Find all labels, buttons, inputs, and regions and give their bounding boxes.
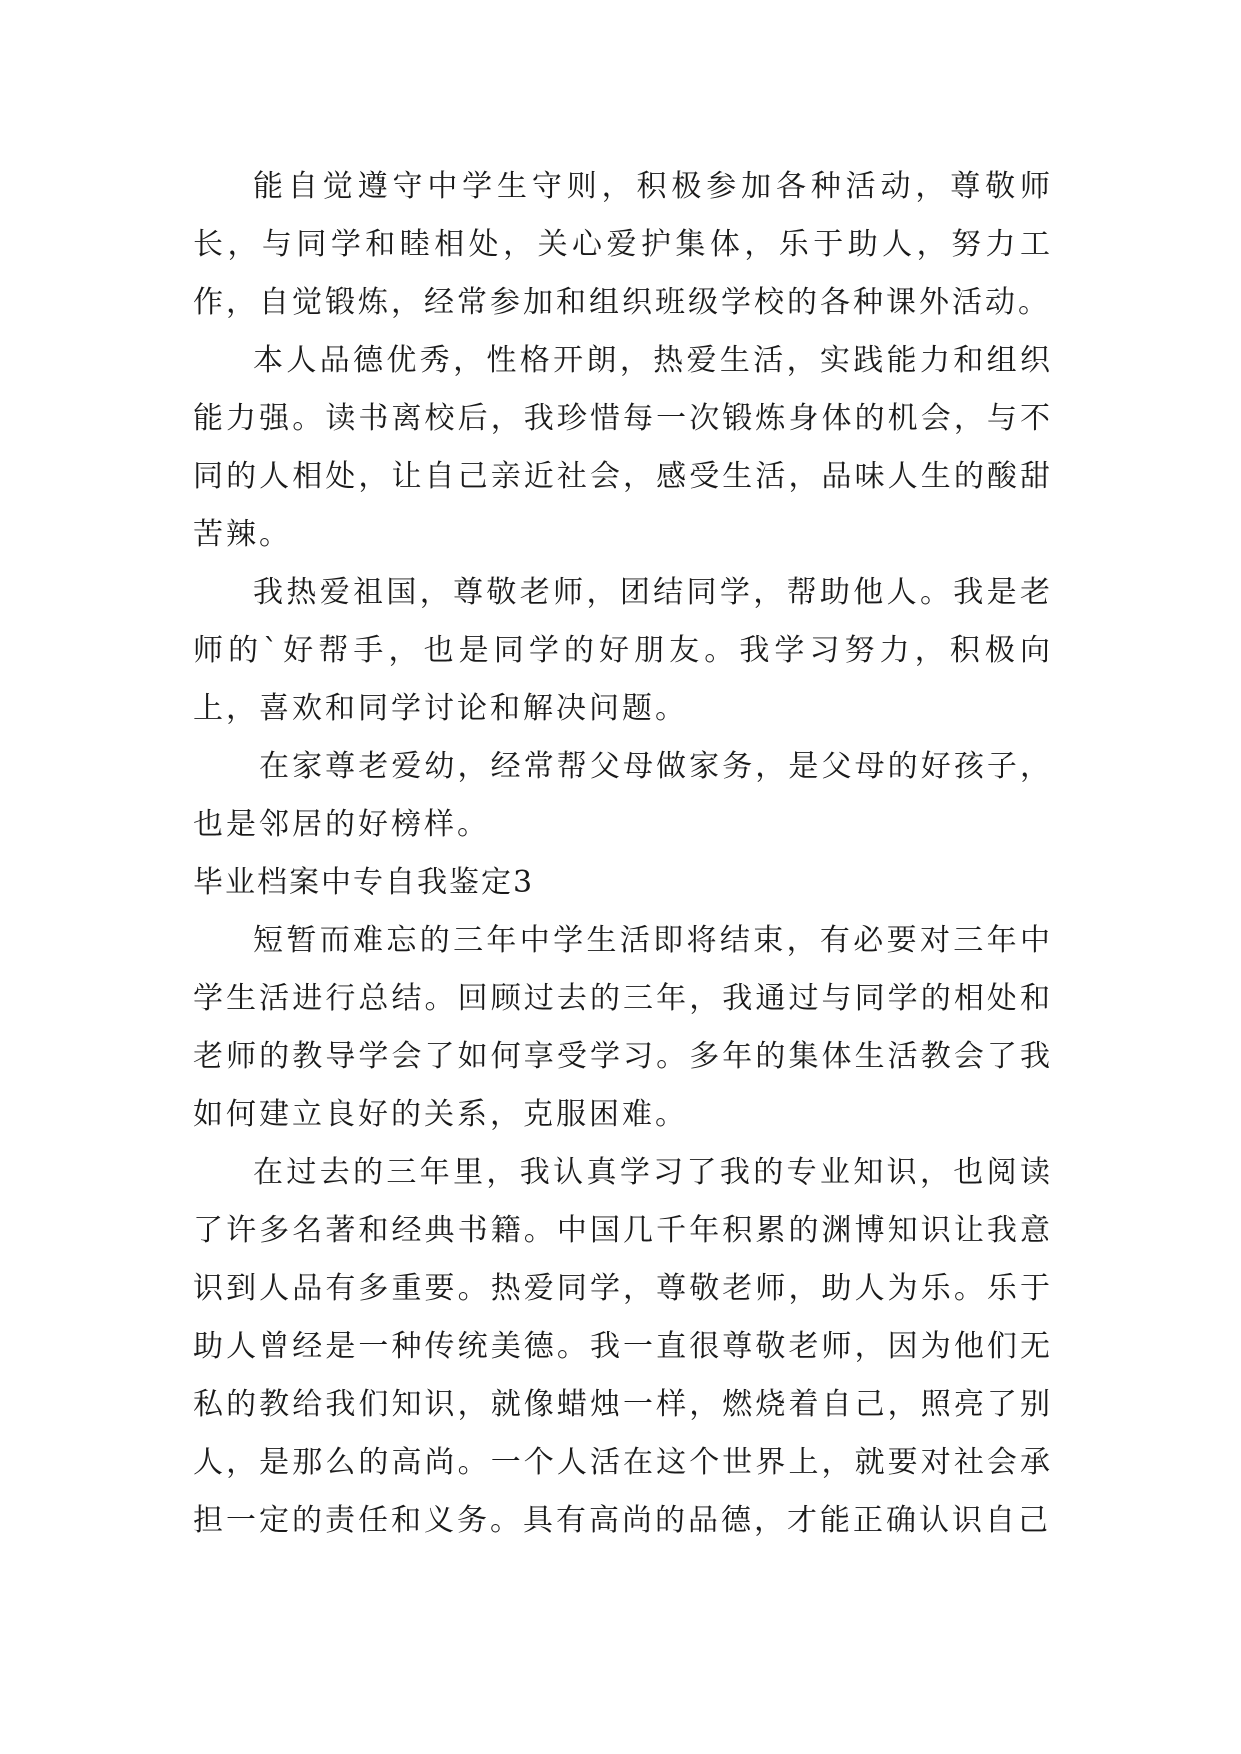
document-body	[193, 158, 1053, 1550]
section-title: 毕业档案中专自我鉴定3	[193, 865, 535, 900]
paragraph-1: 能自觉遵守中学生守则，积极参加各种活动，尊敬师长，与同学和睦相处，关心爱护集体，乐于助人，努力工作，自觉锻炼，经常参加和组织班级学校的各种课外活动。	[193, 169, 1053, 320]
paragraph-6: 在过去的三年里，我认真学习了我的专业知识，也阅读了许多名著和经典书籍。中国几千年积累的渊博知识让我意识到人品有多重要。热爱同学，尊敬老师，助人为乐。乐于助人曾经是一种传统美德。我一直很尊敬老师，因为他们无私的教给我们知识，就像蜡烛一样，燃烧着自己，照亮了别人，是那么的高尚。一个人活在这个世界上，就要对社会承担一定的责任和义务。具有高尚的品德，才能正确认识自己	[193, 1155, 1053, 1538]
paragraph-5: 短暂而难忘的三年中学生活即将结束，有必要对三年中学生活进行总结。回顾过去的三年，我通过与同学的相处和老师的教导学会了如何享受学习。多年的集体生活教会了我如何建立良好的关系，克服困难。	[193, 923, 1053, 1132]
paragraph-3: 我热爱祖国，尊敬老师，团结同学，帮助他人。我是老师的`好帮手，也是同学的好朋友。我学习努力，积极向上，喜欢和同学讨论和解决问题。	[193, 575, 1053, 726]
paragraph-2: 本人品德优秀，性格开朗，热爱生活，实践能力和组织能力强。读书离校后，我珍惜每一次锻炼身体的机会，与不同的人相处，让自己亲近社会，感受生活，品味人生的酸甜苦辣。	[193, 343, 1053, 552]
paragraph-4: 在家尊老爱幼，经常帮父母做家务，是父母的好孩子，也是邻居的好榜样。	[193, 749, 1053, 842]
